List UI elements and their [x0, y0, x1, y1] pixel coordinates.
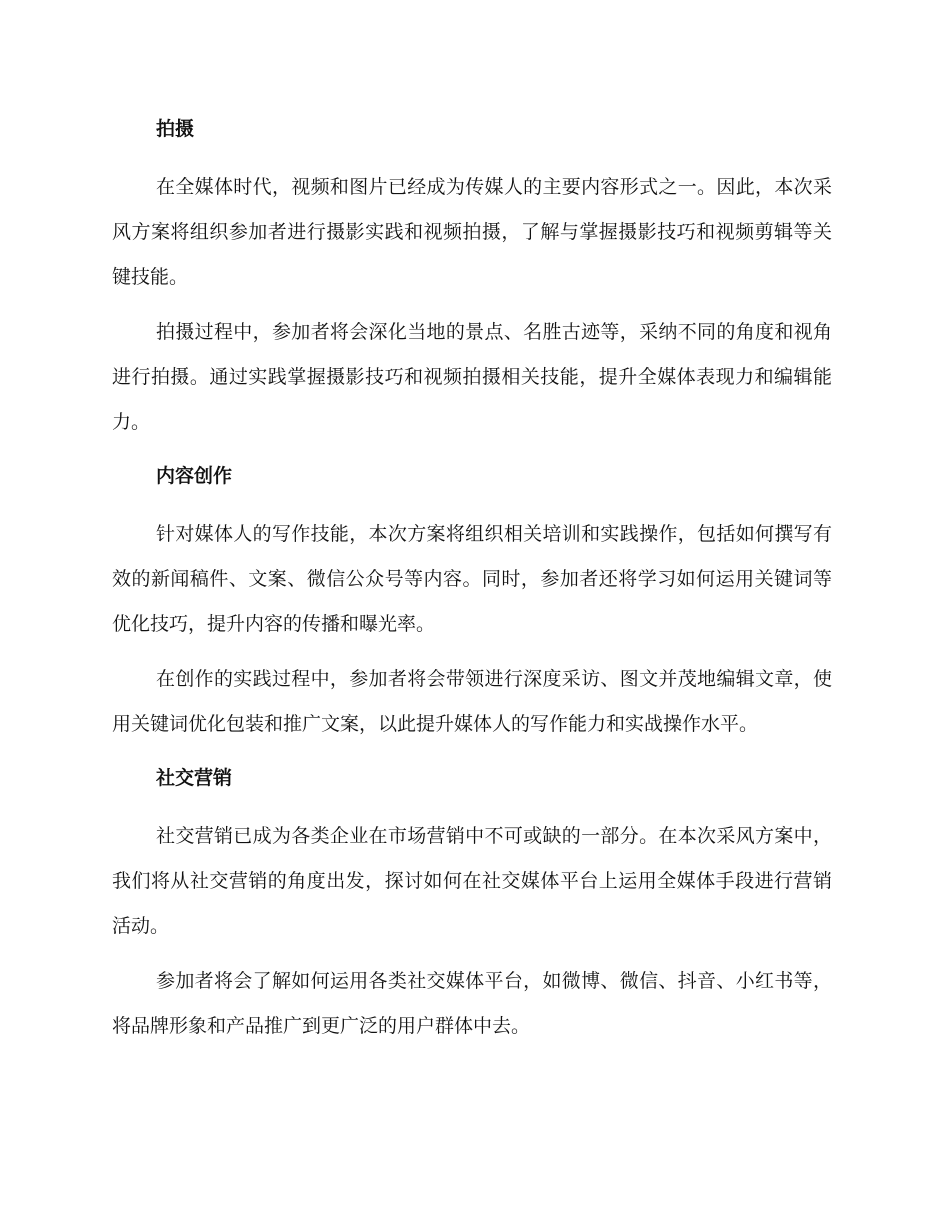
section-heading-social-marketing: 社交营销	[156, 767, 233, 789]
paragraph: 拍摄过程中，参加者将会深化当地的景点、名胜古迹等，采纳不同的角度和视角进行拍摄。通过实践掌握摄影技巧和视频拍摄相关技能，提升全媒体表现力和编辑能力。	[112, 321, 832, 433]
section-heading-content-creation: 内容创作	[156, 465, 233, 487]
paragraph: 在全媒体时代，视频和图片已经成为传媒人的主要内容形式之一。因此，本次采风方案将组织参加者进行摄影实践和视频拍摄，了解与掌握摄影技巧和视频剪辑等关键技能。	[112, 176, 832, 288]
document-page	[112, 108, 832, 1049]
paragraph: 社交营销已成为各类企业在市场营销中不可或缺的一部分。在本次采风方案中，我们将从社交营销的角度出发，探讨如何在社交媒体平台上运用全媒体手段进行营销活动。	[112, 825, 832, 937]
paragraph: 参加者将会了解如何运用各类社交媒体平台，如微博、微信、抖音、小红书等，将品牌形象和产品推广到更广泛的用户群体中去。	[112, 970, 832, 1037]
section-heading-shooting: 拍摄	[156, 118, 195, 140]
paragraph: 在创作的实践过程中，参加者将会带领进行深度采访、图文并茂地编辑文章，使用关键词优化包装和推广文案，以此提升媒体人的写作能力和实战操作水平。	[112, 668, 832, 735]
paragraph: 针对媒体人的写作技能，本次方案将组织相关培训和实践操作，包括如何撰写有效的新闻稿件、文案、微信公众号等内容。同时，参加者还将学习如何运用关键词等优化技巧，提升内容的传播和曝光率。	[112, 523, 832, 635]
